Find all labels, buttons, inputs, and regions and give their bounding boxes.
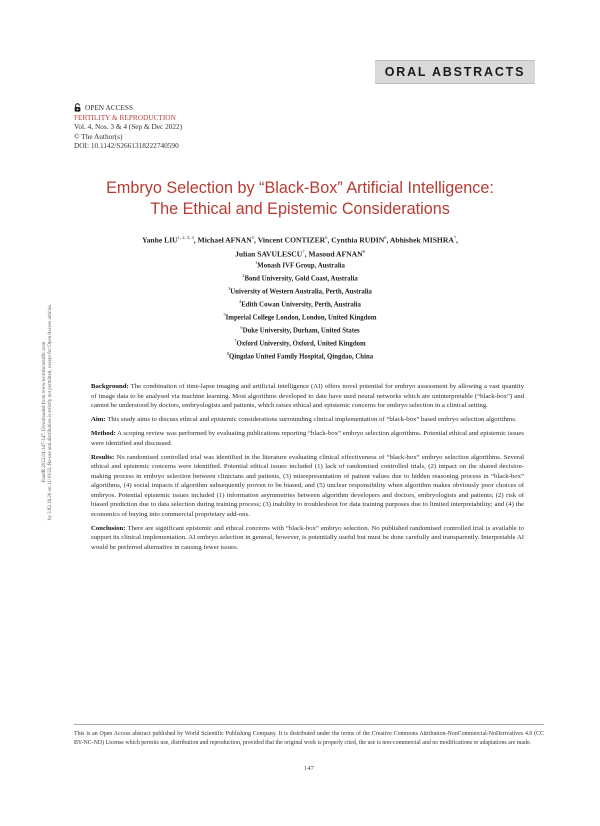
author-line-1: Yanhe LIU$^{1, 2, 3, 4}$, Michael AFNAN$^5$, Vincent CONTIZER$^6$, Cynthia RUDIN$^6$, Abhishek MISHRA$^7$, (141, 235, 459, 245)
section-label: Results: (91, 453, 115, 461)
download-side-note (36, 268, 54, 568)
author-name: Cynthia RUDIN (331, 235, 385, 245)
author-affiliation-marker: 6 (325, 235, 328, 240)
open-access-label: OPEN ACCESS (85, 103, 134, 112)
abstract-aim: Aim: This study aims to discuss ethical and epistemic considerations surrounding clinical implementation of “black-box” based embryo selection algorithms. (91, 416, 517, 424)
author-name: Yanhe LIU (141, 235, 178, 245)
section-label: Method: (91, 430, 116, 438)
volume-info: Vol. 4, Nos. 3 & 4 (Sep & Dec 2022) (74, 122, 183, 132)
author-affiliation-marker: 8 (362, 248, 365, 254)
article-title (60, 178, 540, 220)
author-affiliation-marker: 7 (453, 235, 457, 240)
footer-divider (74, 724, 544, 725)
author-list (70, 232, 530, 259)
author-affiliation-marker: 1, 2, 3, 4 (177, 235, 194, 240)
author-name: Julian SAVULESCU (235, 249, 303, 259)
affiliation-item: $^4$Edith Cowan University, Perth, Australia (239, 299, 361, 309)
side-note-line-1: FandR 2022.04:147-147. Downloaded from www.worldscientific.com (42, 341, 47, 483)
author-affiliation-marker: 5 (251, 235, 255, 240)
side-note-line-2: by 3.82.16.20 on 11/10/22. Re-use and distribution is strictly not permitted, except for Open Access articles. (48, 303, 54, 521)
author-affiliation-marker: 6 (384, 235, 387, 240)
section-banner: ORAL ABSTRACTS (375, 60, 535, 84)
section-label: Aim: (91, 416, 106, 424)
abstract-conclusion: Conclusion: There are significant epistemic and ethical concerns with “black-box” embryo selection. No published randomised controlled trial is available to support its clinical implementation. AI embryo selection in general, however, is potentially useful but must be done carefully and transparently. Interpretable AI would be preferred alternative in causing fewer issues. (91, 524, 524, 551)
license-note: This is an Open Access abstract published by World Scientific Publishing Company. It is distributed under the terms of the Creative Commons Attribution-NonCommercial-NoDerivatives 4.0 (CC BY-NC-ND) License which permits use, distribution and reproduction, provided that the original work is properly cited, the use is non-commercial and no modifications or adaptations are made. (74, 731, 544, 746)
author-affiliation-marker: 7 (302, 248, 305, 254)
abstract-method: Method: A scoping review was performed by evaluating publications reporting “black-box” embryo selection algorithms. Potential ethical and epistemic issues were identified and discussed. (91, 430, 524, 447)
page-number: 147 (304, 765, 314, 772)
affiliation-item: $^7$Oxford University, Oxford, United Kingdom (234, 338, 366, 348)
affiliation-item: $^5$Imperial College London, London, United Kingdom (223, 312, 377, 322)
affiliation-item: $^6$Duke University, Durham, United States (240, 325, 360, 335)
affiliation-item: $^8$Qingdao United Family Hospital, Qingdao, China (226, 351, 374, 361)
author-name: Michael AFNAN (197, 235, 252, 245)
affiliation-item: $^1$Monash IVF Group, Australia (255, 260, 345, 270)
author-name: Masoud AFNAN (308, 249, 363, 259)
open-access-lock-icon (74, 103, 81, 112)
journal-name: FERTILITY & REPRODUCTION (74, 112, 176, 122)
open-access-row (74, 103, 182, 113)
article-meta (74, 103, 182, 151)
title-line-1: Embryo Selection by “Black-Box” Artificial Intelligence: (106, 179, 494, 197)
affiliation-item: $^2$Bond University, Gold Coast, Australia (242, 273, 358, 283)
section-label: Background: (91, 383, 129, 390)
affiliation-list (150, 258, 450, 363)
title-line-2: The Ethical and Epistemic Considerations (150, 200, 450, 218)
abstract-results: Results: No randomised controlled trial was identified in the literature evaluating clinical effectiveness of “black-box” embryo selection algorithms. Several ethical and epistemic concerns were identified. Potential ethical issues included (1) lack of randomised controlled trials, (2) impact on the shared decision-making process in embryo selection between clinicians and patients, (3) misrepresentation of patient values due to hidden reasoning process in “black-box” algorithms, (4) social impacts if algorithm subsequently proven to be biased, and (5) unclear responsibility when algorithm makes obviously poor choices of embryos. Potential epistemic issues included (1) information asymmetries between algorithm developers and doctors, embryologists and patients; (2) risk of biased prediction due to data selection during training process; (3) inability to troubleshoot for data training purposes due to limited interpretability; and (4) the economics of buying into commercial proprietary add-ons. (91, 453, 524, 518)
abstract-body (91, 382, 524, 557)
affiliation-item: $^3$University of Western Australia, Perth, Australia (228, 286, 372, 296)
section-label: Conclusion: (91, 524, 126, 532)
doi-info: DOI: 10.1142/S2661318222740590 (74, 141, 179, 151)
author-name: Abhishek MISHRA (389, 235, 454, 245)
abstract-background: Background: The combination of time-lapse imaging and artificial intelligence (AI) offers novel potential for embryo assessment by allowing a vast quantity of image data to be analysed via machine learning. Most algorithms developed to date have used neural networks which are uninterpretable (“black-box”) and cannot be understood by doctors, embryologists and patients, which raises ethical and epistemic concerns for embryo selection in a clinical setting. (91, 383, 524, 409)
author-line-2: Julian SAVULESCU$^7$, Masoud AFNAN$^8$ (235, 248, 365, 259)
copyright-info: © The Author(s) (74, 131, 123, 141)
author-name: Vincent CONTIZER (257, 235, 326, 245)
